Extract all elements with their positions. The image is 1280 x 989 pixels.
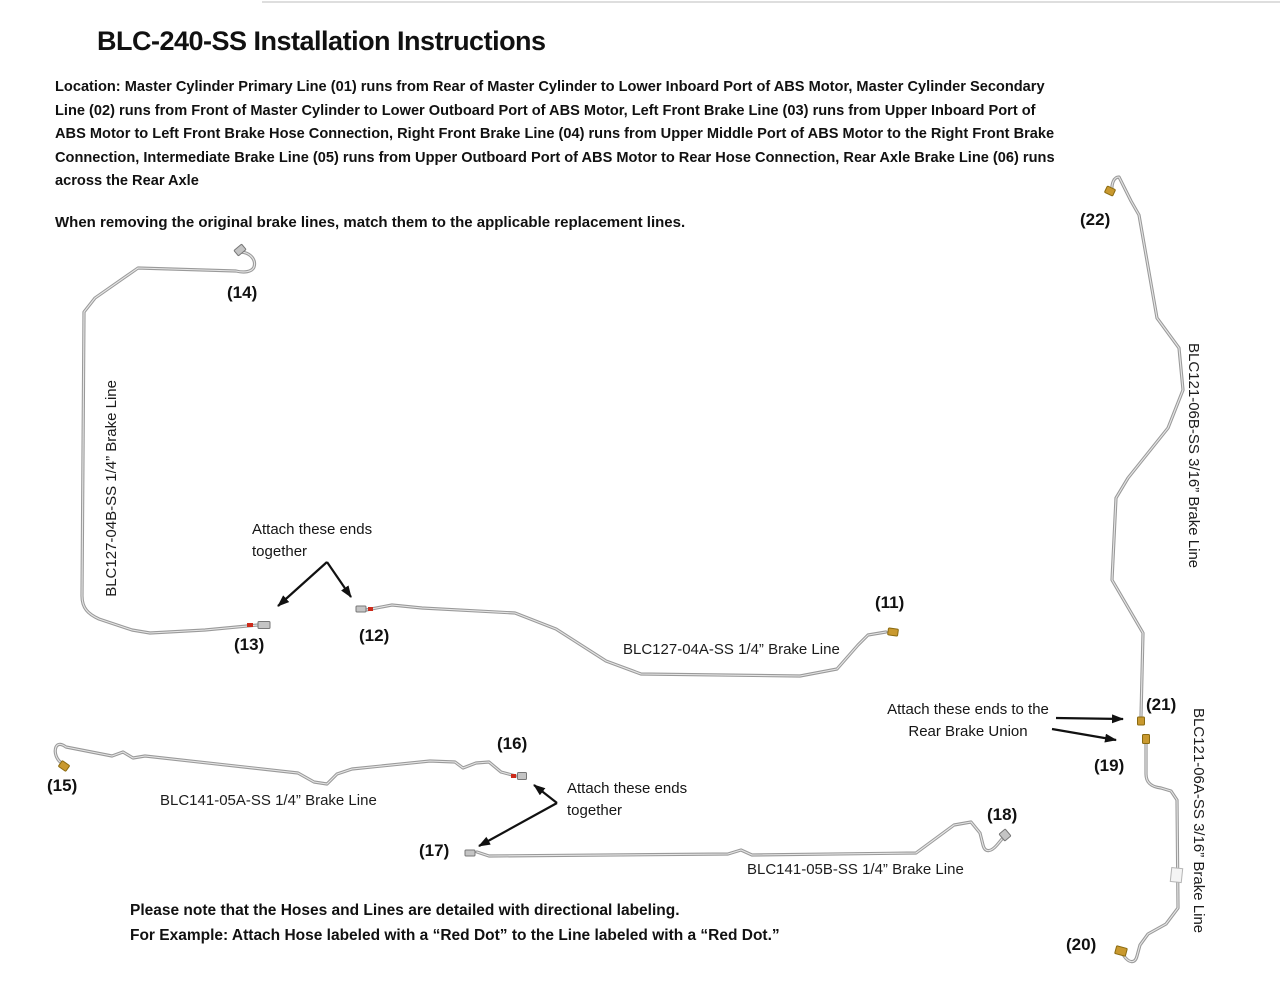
fitting-13-icon <box>258 622 270 629</box>
callout-19: (19) <box>1094 756 1125 775</box>
location-line-1: Location: Master Cylinder Primary Line (01) runs from Rear of Master Cylinder to Lower Inboard Port of ABS Motor, Master Cylinder Secondary <box>55 79 1045 95</box>
arrow-to-13 <box>278 562 327 606</box>
attach-together-note-1 <box>252 519 372 563</box>
part-label-05b: BLC141-05B-SS 1/4” Brake Line <box>747 861 964 878</box>
attach-rear-union-note <box>872 699 1064 743</box>
callout-14: (14) <box>227 283 258 302</box>
location-line-2: Line (02) runs from Front of Master Cylinder to Lower Outboard Port of ABS Motor, Left Front Brake Line (03) runs from Upper Inboard Port of <box>55 102 1036 119</box>
part-label-06a: BLC121-06A-SS 3/16” Brake Line <box>1190 708 1207 934</box>
fitting-20-icon <box>1115 946 1128 957</box>
callout-13: (13) <box>234 635 265 654</box>
fitting-17-icon <box>465 850 475 856</box>
part-label-04b: BLC127-04B-SS 1/4” Brake Line <box>103 380 120 597</box>
callout-15: (15) <box>47 776 78 795</box>
part-label-04a: BLC127-04A-SS 1/4” Brake Line <box>623 641 840 658</box>
location-line-4: Connection, Intermediate Brake Line (05) runs from Upper Outboard Port of ABS Motor to Rear Hose Connection, Rear Axle Brake Line (06) runs <box>55 149 1055 166</box>
part-label-06b: BLC121-06B-SS 3/16” Brake Line <box>1185 343 1202 569</box>
callout-20: (20) <box>1066 935 1097 954</box>
location-line-5: across the Rear Axle <box>55 173 199 189</box>
red-dot-16 <box>511 774 516 778</box>
page-title: BLC-240-SS Installation Instructions <box>97 26 546 56</box>
brake-line-06b <box>1112 177 1183 716</box>
attach-together-note-2 <box>567 778 687 822</box>
callout-12: (12) <box>359 626 390 645</box>
arrow-to-16 <box>534 785 557 803</box>
attach-rear-union-line1: Attach these ends to the <box>887 701 1049 718</box>
brake-line-05a <box>55 744 516 784</box>
location-line-3: ABS Motor to Left Front Brake Hose Connection, Right Front Brake Line (04) runs from Upper Middle Port of ABS Motor to the Right Front Brake <box>55 126 1055 142</box>
attach-together-1-line1: Attach these ends <box>252 521 373 538</box>
attach-together-1-line2: together <box>252 543 308 560</box>
line-clip <box>1170 868 1182 883</box>
red-dot-13 <box>247 623 253 627</box>
part-label-05a: BLC141-05A-SS 1/4” Brake Line <box>160 792 377 809</box>
brake-line-05b <box>477 822 1002 856</box>
footer-note <box>130 898 780 948</box>
brake-line-06a <box>1124 742 1183 962</box>
footer-note-line2: For Example: Attach Hose labeled with a “Red Dot” to the Line labeled with a “Red Dot.” <box>130 927 780 944</box>
arrow-to-12 <box>327 562 351 597</box>
arrow-to-17 <box>479 803 557 846</box>
fitting-16-icon <box>518 773 527 780</box>
attach-together-2-line1: Attach these ends <box>567 780 688 797</box>
arrow-to-21 <box>1056 718 1123 719</box>
callout-17: (17) <box>419 841 450 860</box>
attach-rear-union-line2: Rear Brake Union <box>908 723 1028 740</box>
fitting-12-icon <box>356 606 366 612</box>
fitting-21-icon <box>1138 717 1145 725</box>
footer-note-line1: Please note that the Hoses and Lines are detailed with directional labeling. <box>130 902 680 919</box>
red-dot-12 <box>368 607 373 611</box>
attach-together-2-line2: together <box>567 802 623 819</box>
removal-note: When removing the original brake lines, match them to the applicable replacement lines. <box>55 214 686 231</box>
fitting-19-icon <box>1143 735 1150 744</box>
fitting-11-icon <box>888 628 899 636</box>
fitting-22-icon <box>1104 186 1115 196</box>
callout-16: (16) <box>497 734 528 753</box>
callout-18: (18) <box>987 805 1018 824</box>
callout-11: (11) <box>875 593 905 612</box>
callout-22: (22) <box>1080 210 1111 229</box>
callout-21: (21) <box>1146 695 1177 714</box>
